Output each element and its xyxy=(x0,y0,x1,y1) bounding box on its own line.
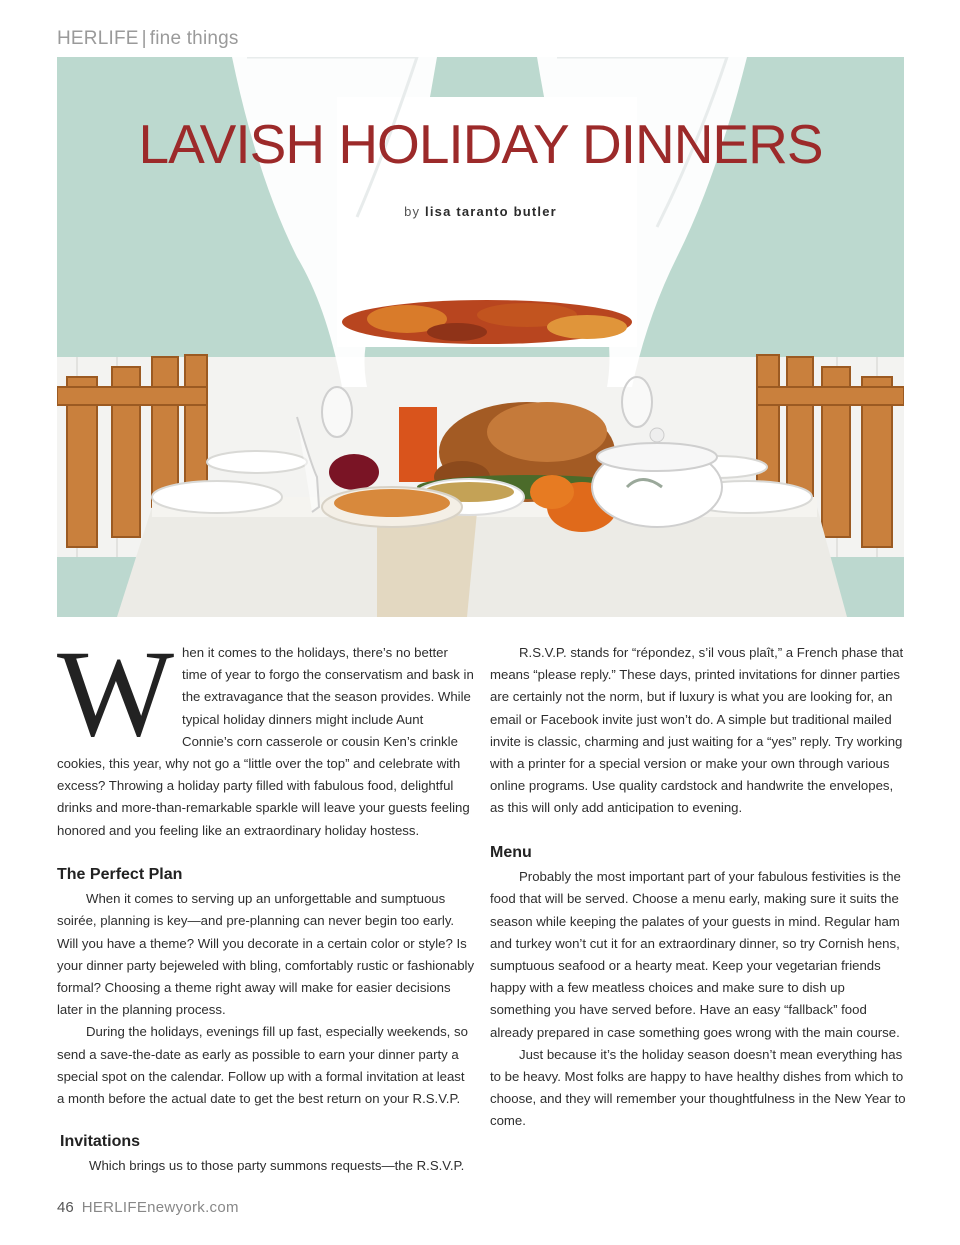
right-column-menu xyxy=(490,842,908,1133)
author-name: lisa taranto butler xyxy=(425,204,557,219)
menu-paragraph-1: Probably the most important part of your fabulous festivities is the food that will be served. Choose a menu early, making sure it suits the season while keeping the palates of your guests in mind. Regular ham and turkey won’t cut it for an extraordinary dinner, so try Cornish hens, sumptuous seafood or a hearty meat. Keep your vegetarian friends happy with a few meatless choices and make sure to dish up something you have served before. Have an easy “fallback” food already prepared in case something goes wrong with the main course. xyxy=(490,869,901,1040)
left-column-plan xyxy=(57,864,475,1110)
left-column-invitations xyxy=(60,1131,478,1177)
rsvp-paragraph: R.S.V.P. stands for “répondez, s’il vous plaît,” a French phase that means “please reply.” These days, printed invitations for dinner parties are certainly not the norm, but if luxury is what you are looking for, an email or Facebook invite just won’t do. A simple but traditional mailed invite is classic, charming and just waiting for a “yes” reply. Try working with a printer for a special version or make your own through various online programs. Use quality cardstock and handwrite the envelopes, as this will only add anticipation to evening. xyxy=(490,645,904,816)
invitations-paragraph: Which brings us to those party summons requests—the R.S.V.P. xyxy=(89,1158,465,1174)
brand-name: HERLIFE xyxy=(57,28,139,49)
menu-paragraph-2: Just because it’s the holiday season doesn’t mean everything has to be heavy. Most folks are happy to have healthy dishes from which to choose, and they will remember your thoughtfulness in the New Year to come. xyxy=(490,1046,906,1129)
plan-paragraph-2: During the holidays, evenings fill up fast, especially weekends, so send a save-the-date as early as possible to earn your dinner party a special spot on the calendar. Follow up with a formal invitation at least a month before the actual date to get the best return on your R.S.V.P. xyxy=(57,1024,468,1107)
left-column xyxy=(57,625,475,842)
page-footer xyxy=(57,1199,239,1216)
section-name: fine things xyxy=(149,28,239,49)
heading-menu: Menu xyxy=(490,844,532,861)
heading-perfect-plan: The Perfect Plan xyxy=(57,866,183,883)
article-title: LAVISH HOLIDAY DINNERS xyxy=(138,113,823,175)
byline xyxy=(57,204,904,219)
header-divider: | xyxy=(141,28,147,49)
running-header xyxy=(57,28,239,50)
byline-prefix: by xyxy=(404,204,421,219)
website-url: HERLIFEnewyork.com xyxy=(81,1199,239,1216)
right-column xyxy=(490,642,908,820)
hero-photo xyxy=(57,57,904,617)
intro-paragraph: When it comes to the holidays, there’s no better time of year to forgo the conservatism and bask in the extravagance that the season provides. While typical holiday dinners might include Aunt Connie’s corn casserole or cousin Ken’s crinkle cookies, this year, why not go a “little over the top” and celebrate with excess? Throwing a holiday party filled with fabulous food, delightful drinks and more-than-remarkable sparkle will leave your guests feeling honored and you feeling like an extraordinary holiday hostess. xyxy=(57,625,474,838)
plan-paragraph-1: When it comes to serving up an unforgettable and sumptuous soirée, planning is key—and pre-planning can never begin too early. Will you have a theme? Will you decorate in a certain color or style? Is your dinner party bejeweled with bling, comfortably rustic or fashionably formal? Choosing a theme right away will make for easier decisions later in the planning process. xyxy=(57,891,475,1018)
heading-invitations: Invitations xyxy=(60,1133,141,1150)
drop-cap: W xyxy=(57,625,175,762)
page-number: 46 xyxy=(57,1199,74,1216)
